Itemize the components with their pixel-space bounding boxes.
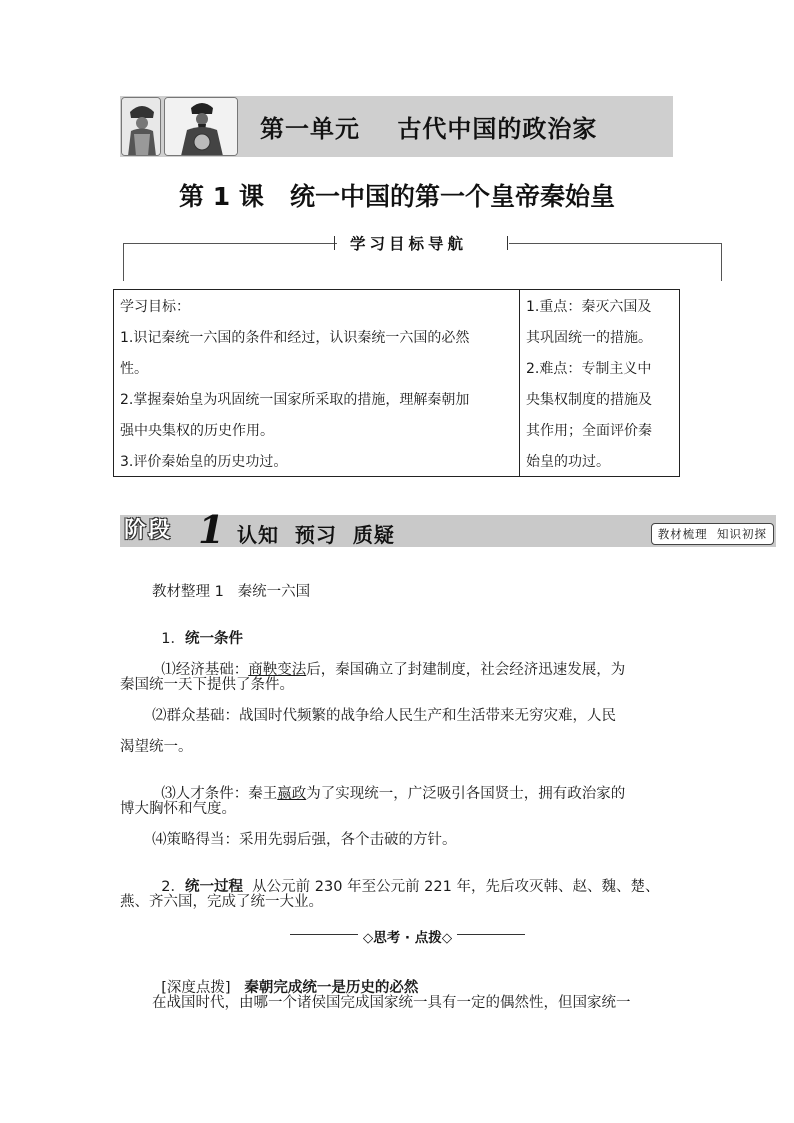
focus-line: 央集权制度的措施及 (526, 392, 652, 408)
objectives-focus-cell (520, 290, 679, 476)
objectives-goals-cell (114, 290, 520, 476)
item-1-title: 统一条件 (184, 631, 243, 647)
frame-edge-left (123, 243, 124, 281)
paragraph-economy-prefix: ⑴经济基础： (161, 662, 249, 678)
unit-title: 第一单元 古代中国的政治家 (260, 114, 598, 143)
term-shang-yang-reform: 商鞅变法 (248, 662, 307, 678)
goal-line: 3.评价秦始皇的历史功过。 (120, 454, 288, 470)
focus-line: 其作用；全面评价秦 (526, 423, 652, 439)
paragraph-last: 在战国时代，由哪一个诸侯国完成国家统一具有一定的偶然性，但国家统一 (152, 995, 631, 1011)
goal-line: 1.识记秦统一六国的条件和经过，认识秦统一六国的必然 (120, 330, 470, 346)
objectives-nav-title: 学习目标导航 (350, 235, 468, 253)
statue-portrait-image (164, 97, 238, 156)
think-divider (290, 926, 525, 946)
item-2-line2: 燕、齐六国，完成了统一大业。 (120, 894, 323, 910)
stage-number: 1 (198, 507, 225, 552)
item-2-number: 2． (161, 879, 185, 895)
focus-line: 1.重点：秦灭六国及 (526, 299, 652, 315)
paragraph-talent-line2: 博大胸怀和气度。 (120, 801, 236, 817)
paragraph-people-line2: 渴望统一。 (120, 739, 193, 755)
stage-tag: 教材梳理 知识初探 (651, 523, 774, 545)
deep-point-title: 秦朝完成统一是历史的必然 (244, 980, 419, 996)
frame-tick (334, 236, 335, 250)
lesson-title: 第 1 课 统一中国的第一个皇帝秦始皇 (179, 182, 615, 211)
paragraph-people: ⑵群众基础：战国时代频繁的战争给人民生产和生活带来无穷灾难，人民 (152, 708, 616, 724)
stage-label: 阶段 (124, 518, 173, 543)
stage-bar (120, 507, 776, 552)
paragraph-talent-rest: 为了实现统一，广泛吸引各国贤士，拥有政治家的 (306, 786, 626, 802)
goal-line: 2.掌握秦始皇为巩固统一国家所采取的措施，理解秦朝加 (120, 392, 470, 408)
term-ying-zheng: 嬴政 (277, 786, 307, 802)
paragraph-economy-rest: 后，秦国确立了封建制度，社会经济迅速发展，为 (306, 662, 626, 678)
goal-line: 性。 (120, 361, 148, 377)
item-1-number: 1． (161, 631, 185, 647)
frame-line-right (509, 243, 722, 244)
section-heading: 教材整理 1 秦统一六国 (152, 584, 311, 600)
item-2-text: 从公元前 230 年至公元前 221 年，先后攻灭韩、赵、魏、楚、 (242, 879, 660, 895)
frame-line-left (123, 243, 337, 244)
goal-line: 学习目标： (120, 299, 190, 315)
item-2-title: 统一过程 (184, 879, 243, 895)
emperor-portrait-image (121, 97, 161, 156)
think-label: ◇思考 · 点拨◇ (362, 930, 453, 946)
focus-line: 其巩固统一的措施。 (526, 330, 652, 346)
paragraph-economy-line2: 秦国统一天下提供了条件。 (120, 677, 294, 693)
unit-banner (120, 96, 673, 157)
paragraph-talent-prefix: ⑶人才条件：秦王 (161, 786, 278, 802)
objectives-table (113, 289, 680, 477)
focus-line: 2.难点：专制主义中 (526, 361, 652, 377)
deep-point-tag: [深度点拨] (161, 980, 231, 996)
stage-title: 认知 预习 质疑 (237, 523, 395, 547)
paragraph-strategy: ⑷策略得当：采用先弱后强，各个击破的方针。 (152, 832, 457, 848)
frame-tick (507, 236, 508, 250)
focus-line: 始皇的功过。 (526, 454, 610, 470)
goal-line: 强中央集权的历史作用。 (120, 423, 274, 439)
frame-edge-right (721, 243, 722, 281)
